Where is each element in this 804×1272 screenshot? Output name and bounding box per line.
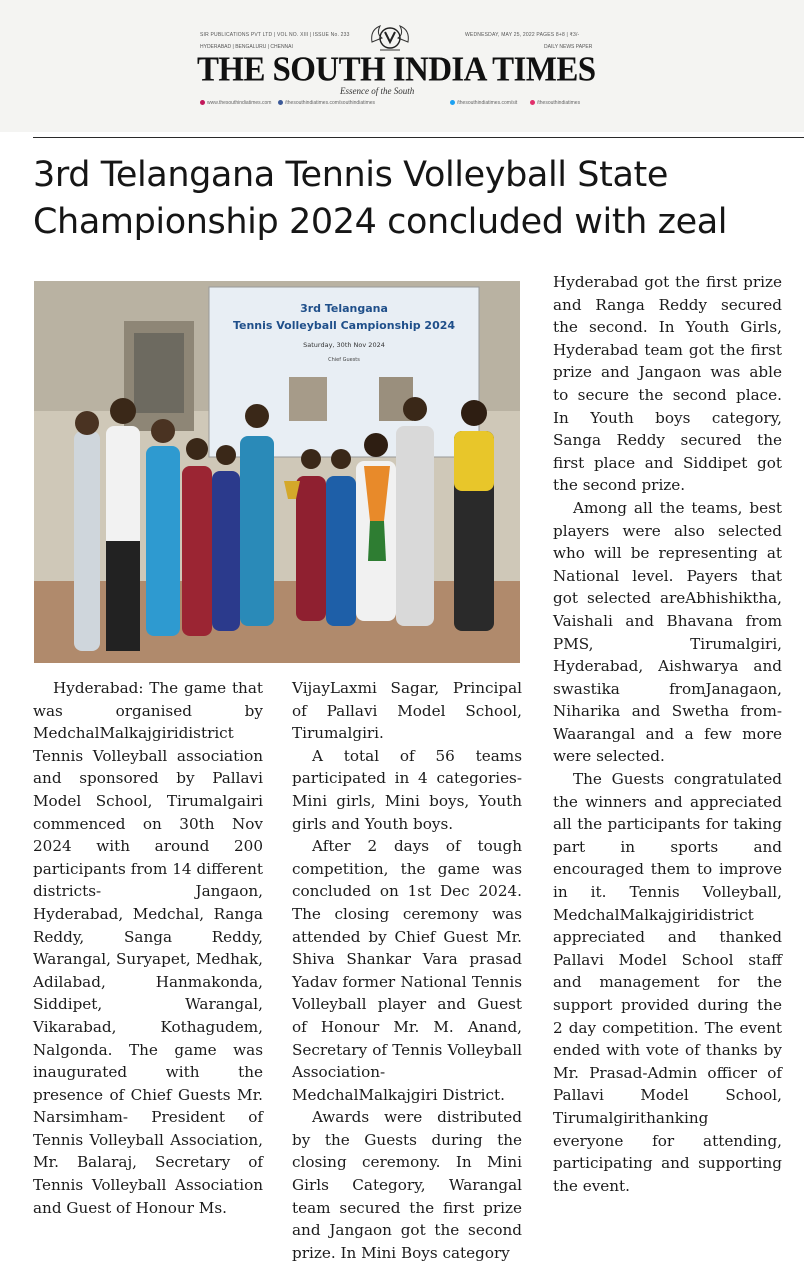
article-photo	[34, 281, 520, 663]
masthead-daily-label: DAILY NEWS PAPER	[544, 44, 593, 50]
paragraph: Hyderabad: The game that was organised by MedchalMalkajgiridistrict Tennis Volleyball association and sponsored by Pallavi Model School, Tirumalgairi commenced on 30th Nov 2024 with around 200 participants from 14 different districts- Jangaon, Hyderabad, Medchal, Ranga Reddy, Sanga Reddy, Warangal, Suryapet, Medhak, Adilabad, Hanmakonda, Siddipet, Warangal, Vikarabad, Kothagudem, Nalgonda. The game was inaugurated with the presence of Chief Guests Mr. Narsimham- President of Tennis Volleyball Association, Mr. Balaraj, Secretary of Tennis Volleyball Association and Guest of Honour Ms.	[33, 679, 263, 1217]
paragraph: Hyderabad got the first prize and Ranga Reddy secured the second. In Youth Girls, Hyderabad team got the first prize and Jangaon was able to secure the second place. In Youth boys category, Sanga Reddy secured the first place and Siddipet got the second prize.	[553, 273, 782, 495]
instagram-link[interactable]: /thesouthindiatimes	[530, 100, 580, 106]
paragraph: After 2 days of tough competition, the game was concluded on 1st Dec 2024. The closing ceremony was attended by Chief Guest Mr. Shiva Shankar Vara prasad Yadav former National Tennis Volleyball player and Guest of Honour Mr. M. Anand, Secretary of Tennis Volleyball Association-MedchalMalkajgiri District.	[292, 837, 522, 1104]
masthead-cities: HYDERABAD | BENGALURU | CHENNAI	[200, 44, 293, 50]
web-link[interactable]: www.thesouthindiatimes.com	[200, 100, 271, 106]
banner-date: Saturday, 30th Nov 2024	[303, 341, 385, 349]
article-column-1	[33, 677, 263, 1219]
masthead-meta-left: SIR PUBLICATIONS PVT LTD | VOL NO. XIII | ISSUE No. 233	[200, 32, 350, 38]
banner-sub: Chief Guests	[328, 357, 360, 363]
masthead-meta-right: WEDNESDAY, MAY 25, 2022 PAGES 8+8 | ₹3/-	[465, 32, 580, 38]
paragraph: The Guests congratulated the winners and appreciated all the participants for taking part in sports and encouraged them to improve in it. Tennis Volleyball, MedchalMalkajgiridistrict appreciated and thanked Pallavi Model School staff and management for the support provided during the 2 day competition. The event ended with vote of thanks by Mr. Prasad-Admin officer of Pallavi Model School, Tirumalgirithanking everyone for attending, participating and supporting the event.	[553, 770, 782, 1195]
banner-title-1: 3rd Telangana	[300, 302, 388, 315]
facebook-link[interactable]: /thesouthindiatimes.com/southindiatimes	[278, 100, 375, 106]
newspaper-title: THE SOUTH INDIA TIMES	[197, 51, 596, 89]
article-column-2	[292, 677, 522, 1264]
banner-title-2: Tennis Volleyball Campionship 2024	[232, 319, 456, 332]
article-headline: 3rd Telangana Tennis Volleyball State Championship 2024 concluded with zeal	[33, 155, 728, 242]
photo-scene	[34, 281, 520, 663]
newspaper-tagline: Essence of the South	[340, 86, 415, 96]
twitter-link[interactable]: /thesouthindiatimes.com/sit	[450, 100, 517, 106]
paragraph: Awards were distributed by the Guests during the closing ceremony. In Mini Girls Category, Warangal team secured the first prize and Jangaon got the second prize. In Mini Boys category	[292, 1108, 522, 1262]
header-rule	[33, 137, 804, 138]
article-column-3	[553, 271, 782, 1197]
paragraph: A total of 56 teams participated in 4 categories- Mini girls, Mini boys, Youth girls and Youth boys.	[292, 746, 522, 833]
paragraph: VijayLaxmi Sagar, Principal of Pallavi Model School, Tirumalgiri.	[292, 679, 522, 743]
paragraph: Among all the teams, best players were also selected who will be representing at National level. Payers that got selected areAbhishiktha, Vaishali and Bhavana from PMS, Tirumalgiri, Hyderabad, Aishwarya and swastika fromJanagaon, Niharika and Swetha from-Waarangal and a few more were selected.	[553, 498, 782, 766]
